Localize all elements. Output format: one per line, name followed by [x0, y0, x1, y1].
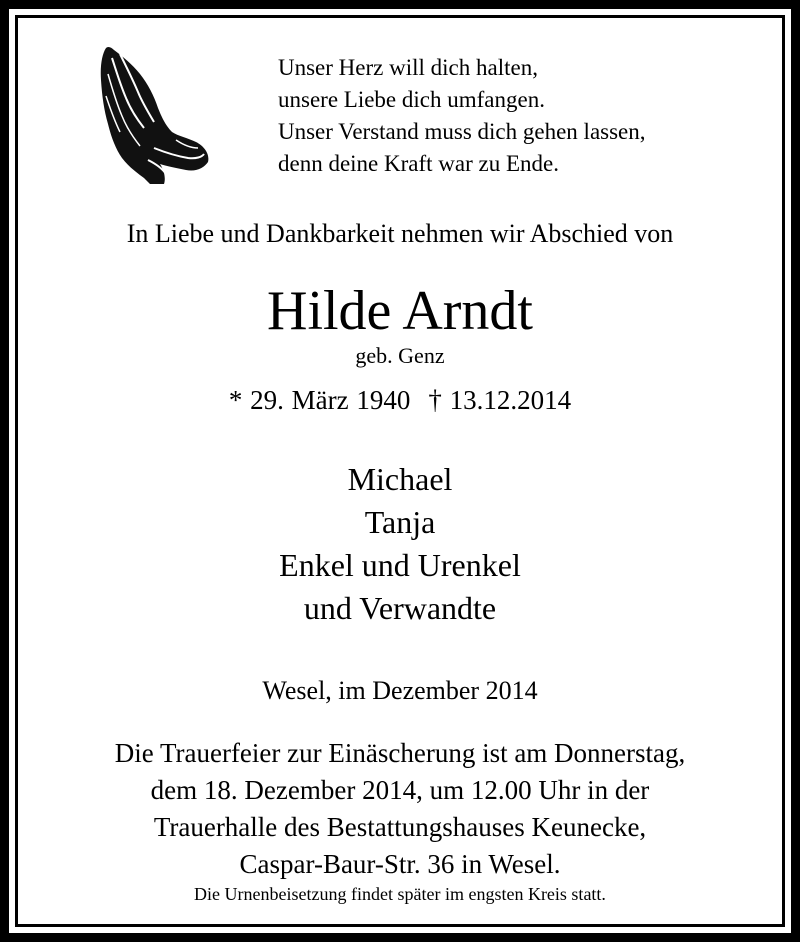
birth-date: * 29. März 1940: [228, 385, 411, 415]
poem-line: unsere Liebe dich umfangen.: [278, 87, 545, 112]
mourners-list: [0, 458, 800, 630]
service-line: Die Trauerfeier zur Einäscherung ist am Donnerstag,: [114, 738, 686, 768]
poem-line: denn deine Kraft war zu Ende.: [278, 151, 559, 176]
burial-note: Die Urnenbeisetzung findet später im engsten Kreis statt.: [194, 884, 606, 904]
mourner: Tanja: [364, 504, 436, 540]
poem-line: Unser Herz will dich halten,: [278, 55, 538, 80]
mourner: und Verwandte: [303, 590, 497, 626]
praying-hands-icon: [92, 44, 212, 186]
place-date: Wesel, im Dezember 2014: [262, 676, 538, 705]
death-date: † 13.12.2014: [428, 385, 572, 415]
deceased-name: Hilde Arndt: [267, 280, 533, 342]
service-info: [0, 735, 800, 883]
service-line: dem 18. Dezember 2014, um 12.00 Uhr in der: [150, 775, 650, 805]
life-dates: [0, 385, 800, 416]
poem: [278, 52, 646, 180]
service-line: Caspar-Baur-Str. 36 in Wesel.: [239, 849, 561, 879]
mourner: Enkel und Urenkel: [279, 547, 521, 583]
service-line: Trauerhalle des Bestattungshauses Keunecke,: [153, 812, 647, 842]
intro-text: In Liebe und Dankbarkeit nehmen wir Abschied von: [126, 219, 674, 248]
poem-line: Unser Verstand muss dich gehen lassen,: [278, 119, 646, 144]
maiden-name: geb. Genz: [355, 343, 445, 368]
mourner: Michael: [347, 461, 453, 497]
